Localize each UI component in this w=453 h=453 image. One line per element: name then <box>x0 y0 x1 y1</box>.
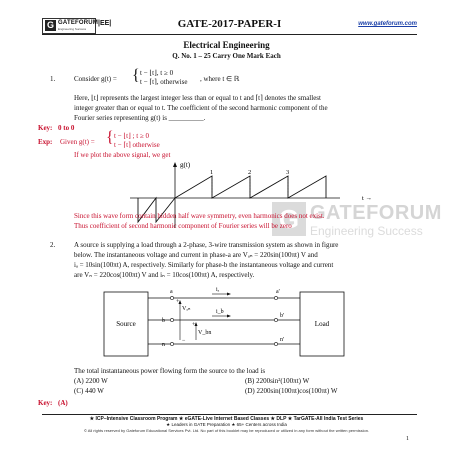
label-ib: i_b <box>216 309 224 315</box>
label-b2: b' <box>280 313 285 319</box>
q2-number: 2. <box>50 241 56 249</box>
watermark-name: GATEFORUM <box>310 202 442 224</box>
ib-arrow-icon <box>227 315 231 318</box>
graph-positive-teeth <box>175 176 326 198</box>
load-label: Load <box>314 320 330 328</box>
q1-exp-line4: Thus coefficient of second harmonic component of Fourier series will be zero <box>74 222 292 230</box>
logo-letter: G <box>46 20 54 30</box>
page-number: 1 <box>406 436 409 442</box>
q2-line1: A source is supplying a load through a 2-phase, 3-wire transmission system as shown in figure <box>74 241 339 249</box>
q1-exp-given: Given g(t) = <box>60 138 95 146</box>
terminal-a2 <box>274 296 277 299</box>
q2-option-a: (A) 2200 W <box>74 377 108 385</box>
label-n2: n' <box>280 337 285 343</box>
footer-divider <box>42 414 417 415</box>
logo-tagline: Engineering Success <box>58 27 87 31</box>
q1-key-value: 0 to 0 <box>58 124 75 132</box>
logo-name: GATEFORUM <box>58 20 99 26</box>
q1-number: 1. <box>50 75 56 83</box>
graph-xlabel: t → <box>362 195 372 202</box>
label-plus-2: + <box>192 322 196 328</box>
q1-exp-line3: Since this wave form contain hidden half wave symmetry, even harmonics does not exist. <box>74 212 325 220</box>
q2-option-d: (D) 2200sin(100πt)cos(100πt) W <box>245 387 338 395</box>
graph-tick-3: 3 <box>286 169 290 176</box>
label-a: a <box>170 289 173 295</box>
watermark-tagline: Engineering Success <box>310 224 423 238</box>
label-ia: iₐ <box>216 287 220 293</box>
q1-line4: Fourier series representing g(t) is __________. <box>74 114 206 122</box>
q2-line3: iₐ = 10sin(100πt) A, respectively. Similarly for phase-b the instantaneous voltage and current <box>74 261 334 269</box>
terminal-b <box>170 318 173 321</box>
q1-exp-case1: t − ⌊t⌋ ; t ≥ 0 <box>114 132 150 140</box>
q1-case1: t − ⌊t⌋, t ≥ 0 <box>140 69 174 77</box>
label-plus-1: + <box>176 299 180 305</box>
graph-ylabel: g(t) <box>180 161 191 169</box>
label-b: b <box>162 318 165 324</box>
q2-option-c: (C) 440 W <box>74 387 104 395</box>
terminal-n <box>170 342 173 345</box>
terminal-b2 <box>274 318 277 321</box>
q1-brace: { <box>132 67 140 84</box>
q2-question: The total instantaneous power flowing form the source to the load is <box>74 367 266 375</box>
label-minus: − <box>182 338 186 344</box>
page-header <box>42 18 417 34</box>
footer-leaders: ★ Leaders in GATE Preparation ★ 65+ Centers across India <box>166 422 287 427</box>
section-subtitle: Q. No. 1 – 25 Carry One Mark Each <box>172 52 281 60</box>
graph-tick-1: 1 <box>210 169 214 176</box>
header-divider <box>42 34 417 35</box>
q1-line2: Here, ⌊t⌋ represents the largest integer less than or equal to t and ⌈t⌉ denotes the smallest <box>74 94 321 102</box>
q2-line4: are Vₙ = 220cos(100πt) V and iₙ = 10cos(100πt) A, respectively. <box>74 271 255 279</box>
q1-consider: Consider g(t) = <box>74 75 117 83</box>
graph-tick-2: 2 <box>248 169 252 176</box>
label-van: Vₐₙ <box>182 306 191 312</box>
label-vbn: V_bn <box>198 330 212 336</box>
footer-copyright: © All rights reserved by Gateforum Educational Services Pvt. Ltd. No part of this booklet may be reproduced or utilized in any form without the written permission. <box>83 428 370 433</box>
q2-key-value: (A) <box>58 399 68 407</box>
q2-line2: below. The instantaneous voltage and current in phase-a are Vₐₙ = 220sin(100πt) V and <box>74 251 318 259</box>
footer-programs: ★ ICP–Intensive Classroom Program ★ eGATE-Live Internet Based Classes ★ DLP ★ TarGATE-All India Test Series <box>89 416 364 422</box>
q1-exp-line2: If we plot the above signal, we get <box>74 151 171 159</box>
q2-key-label: Key: <box>38 399 53 407</box>
q2-option-b: (B) 2200sin²(100πt) W <box>245 377 310 385</box>
subject-title: Electrical Engineering <box>183 40 270 50</box>
circuit-diagram <box>100 282 360 366</box>
label-a2: a' <box>276 289 280 295</box>
q1-exp-label: Exp: <box>38 138 53 146</box>
terminal-a <box>170 296 173 299</box>
q1-where: , where t ∈ ℝ <box>200 75 240 83</box>
q1-line3: integer greater than or equal to t. The coefficient of the second harmonic component of the <box>74 104 328 112</box>
ia-arrow-icon <box>227 293 231 296</box>
q1-key-label: Key: <box>38 124 53 132</box>
q1-case2: t − ⌈t⌉, otherwise <box>140 78 188 86</box>
terminal-n2 <box>274 342 277 345</box>
q1-exp-case2: t − ⌈t⌉ otherwise <box>114 141 160 149</box>
paper-title: GATE-2017-PAPER-I <box>177 18 282 30</box>
watermark-letter: G <box>272 202 306 236</box>
graph-y-arrow-icon <box>173 162 177 167</box>
source-label: Source <box>116 320 136 328</box>
website-link[interactable]: www.gateforum.com <box>358 21 417 27</box>
q1-exp-brace: { <box>106 129 114 146</box>
label-n: n <box>162 342 165 348</box>
branch-code: |EE| <box>98 20 112 27</box>
